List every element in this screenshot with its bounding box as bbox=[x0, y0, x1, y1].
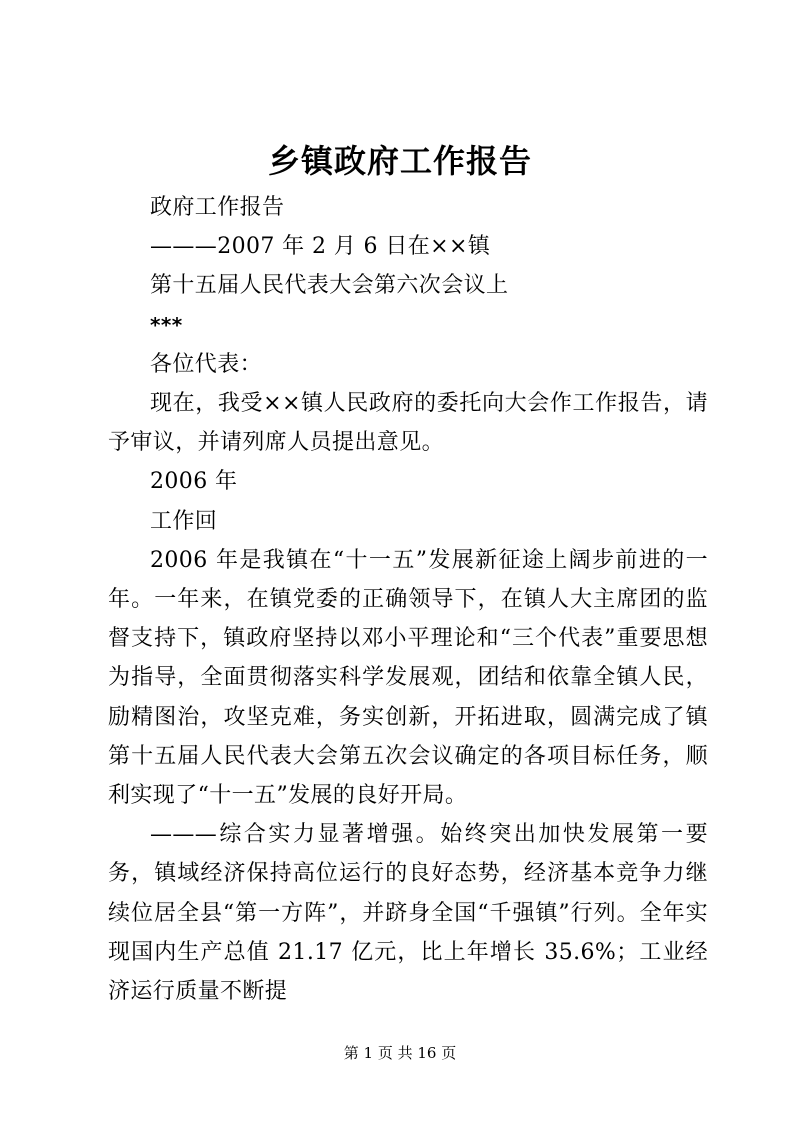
report-section-year: 2006 年 bbox=[150, 469, 238, 495]
report-intro-paragraph: 现在，我受××镇人民政府的委托向大会作工作报告，请予审议，并请列席人员提出意见。 bbox=[108, 391, 708, 456]
report-paragraph-2: ———综合实力显著增强。始终突出加快发展第一要务，镇域经济保持高位运行的良好态势，经济基本竞争力继续位居全县“第一方阵”，并跻身全国“千强镇”行列。全年实现国内生产总值 21.17 亿元，比上年增长 35.6%；工业经济运行质量不断提 bbox=[108, 822, 708, 1005]
report-date-line: ———2007 年 2 月 6 日在××镇 bbox=[150, 234, 491, 260]
document-body bbox=[108, 188, 708, 1011]
report-section-heading: 工作回 bbox=[150, 508, 218, 534]
report-author-mark: *** bbox=[150, 312, 183, 337]
report-meeting-line: 第十五届人民代表大会第六次会议上 bbox=[150, 273, 509, 299]
report-subtitle: 政府工作报告 bbox=[150, 195, 285, 220]
document-title: 乡镇政府工作报告 bbox=[267, 142, 532, 180]
report-salutation: 各位代表： bbox=[150, 351, 263, 377]
page-footer: 第 1 页 共 16 页 bbox=[343, 1044, 457, 1062]
report-paragraph-1: 2006 年是我镇在“十一五”发展新征途上阔步前进的一年。一年来，在镇党委的正确领导下，在镇人大主席团的监督支持下，镇政府坚持以邓小平理论和“三个代表”重要思想为指导，全面贯彻落实科学发展观，团结和依靠全镇人民，励精图治，攻坚克难，务实创新，开拓进取，圆满完成了镇第十五届人民代表大会第五次会议确定的各项目标任务，顺利实现了“十一五”发展的良好开局。 bbox=[108, 547, 708, 809]
